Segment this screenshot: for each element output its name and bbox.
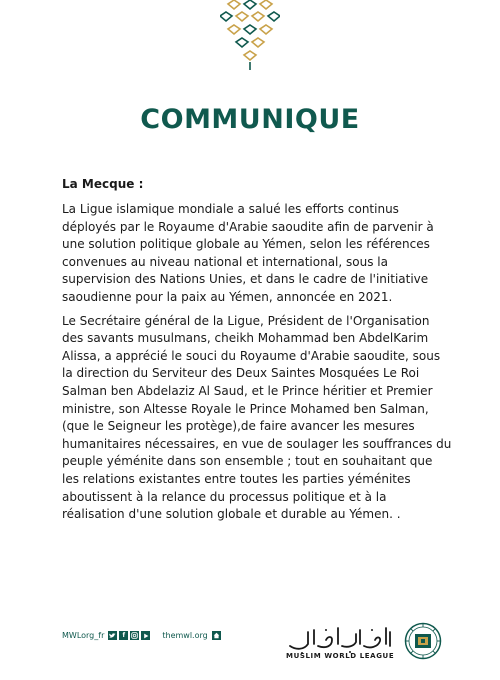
instagram-icon[interactable] (130, 631, 139, 640)
footer (0, 622, 500, 680)
organization-name: MUSLIM WORLD LEAGUE (286, 652, 395, 660)
arabic-calligraphy-logo (286, 622, 396, 656)
mwl-emblem (404, 622, 442, 660)
website-link[interactable]: themwl.org (162, 631, 208, 640)
communique-body (62, 176, 452, 530)
youtube-icon[interactable] (141, 631, 150, 640)
header-ornament (220, 0, 280, 70)
facebook-icon[interactable]: f (119, 631, 128, 640)
dateline: La Mecque : (62, 177, 144, 191)
social-handle[interactable]: MWLorg_fr (62, 631, 105, 640)
mwl-logo (286, 622, 444, 672)
page-title: COMMUNIQUE (140, 104, 360, 135)
twitter-icon[interactable] (108, 631, 117, 640)
home-icon[interactable] (212, 631, 221, 640)
paragraph-1: La Ligue islamique mondiale a salué les efforts continus déployés par le Royaume d'Arabie saoudite afin de parvenir à une solution politique globale au Yémen, selon les références convenues au niveau national et international, sous la supervision des Nations Unies, et dans le cadre de l'initiative saoudienne pour la paix au Yémen, annoncée en 2021. (62, 202, 434, 304)
paragraph-2: Le Secrétaire général de la Ligue, Président de l'Organisation des savants musulmans, cheikh Mohammad ben AbdelKarim Alissa, a apprécié le souci du Royaume d'Arabie saoudite, sous la direction du Serviteur des Deux Saintes Mosquées Le Roi Salman ben Abdelaziz Al Saud, et le Prince héritier et Premier ministre, son Altesse Royale le Prince Mohamed ben Salman, (que le Seigneur les protège),de faire avancer les mesures humanitaires nécessaires, en vue de soulager les souffrances du peuple yéménite dans son ensemble ; tout en souhaitant que les relations existantes entre toutes les parties yéménites aboutissent à la relance du processus politique et à la réalisation d'une solution globale et durable au Yémen. . (62, 313, 452, 522)
social-links (62, 631, 223, 640)
